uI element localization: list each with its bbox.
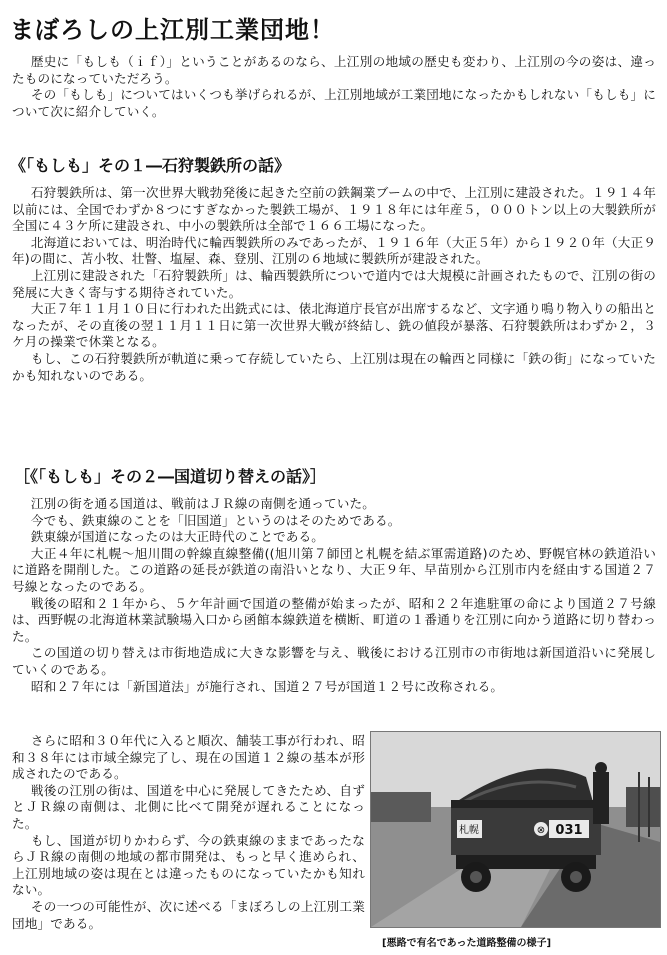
- plate-left-text: 札幌: [459, 825, 479, 836]
- section2-heading: ［《「もしも」その２―国道切り替えの話》］: [14, 467, 327, 486]
- section2-paragraph: この国道の切り替えは市街地造成に大きな影響を与え、戦後における江別市の市街地は新国道沿いに発展していくのである。: [12, 645, 656, 677]
- column-paragraph: もし、国道が切りかわらず、今の鉄東線のままであったならＪＲ線の南側の地域の都市開発は、もっと早く進められ、上江別地域の姿は現在とは違ったものになっていたかも知れない。: [12, 832, 365, 898]
- section1-paragraph: 北海道においては、明治時代に輪西製鉄所のみであったが、１９１６年（大正５年）から１９２０年（大正９年)の間に、苫小牧、壮瞥、塩屋、森、登別、江別の６地域に製鉄所が建設された。: [12, 234, 656, 267]
- section2-paragraph: 戦後の昭和２１年から、５ケ年計画で国道の整備が始まったが、昭和２２年進駐軍の命により国道２７号線は、西野幌の北海道林業試験場入口から函館本線鉄道を横断、町道の１番通りを江別に向かう道路に切り替わった。: [12, 595, 656, 644]
- intro-paragraph: その「もしも」についてはいくつも挙げられるが、上江別地域が工業団地になったかもしれない「もしも」について次に紹介していく。: [12, 87, 656, 119]
- section2-paragraph: 江別の街を通る国道は、戦前はＪＲ線の南側を通っていた。: [30, 496, 375, 511]
- intro-text: [12, 54, 656, 120]
- section2-paragraph: 昭和２７年には「新国道法」が施行され、国道２７号が国道１２号に改称される。: [30, 678, 504, 694]
- section1-body: [12, 185, 656, 384]
- page-title: まぼろしの上江別工業団地！: [10, 16, 335, 44]
- section2-column: [12, 733, 365, 932]
- section1-paragraph: 大正７年１１月１０日に行われた出銑式には、俵北海道庁長官が出席するなど、文字通り鳴り物入りの船出となったが、その直後の翌１１月１１日に第一次世界大戦が終結し、銑の値段が暴落、石狩製鉄所はわずか２，３ケ月の操業で休業となる。: [12, 301, 656, 350]
- section2-paragraph: 今でも、鉄東線のことを「旧国道」というのはそのためである。: [30, 512, 401, 528]
- intro-paragraph: 歴史に「もしも（ｉｆ）」ということがあるのなら、上江別の地域の歴史も変わり、上江別の今の姿は、違ったものになっていただろう。: [12, 54, 656, 86]
- section2-paragraph: 大正４年に札幌～旭川間の幹線直線整備((旭川第７師団と札幌を結ぶ軍需道路)のため、野幌官林の鉄道沿いに道路を開削した。この道路の延長が鉄道の南沿いとなり、大正９年、早苗別から江別市内を経由する国道２７号線となったのである。: [12, 545, 656, 594]
- section1-paragraph: もし、この石狩製鉄所が軌道に乗って存続していたら、上江別は現在の輪西と同様に「鉄の街」になっていたかも知れないのである。: [12, 350, 656, 383]
- column-paragraph: さらに昭和３０年代に入ると順次、舗装工事が行われ、昭和３８年には市域全線完了し、現在の国道１２線の基本が形成されたのである。: [12, 733, 365, 782]
- road-work-photo: [370, 731, 661, 928]
- column-paragraph: その一つの可能性が、次に述べる「まぼろしの上江別工業団地」である。: [12, 898, 365, 931]
- photo-caption: [悪路で有名であった道路整備の様子]: [382, 938, 552, 949]
- plate-mark-text: ⊗: [536, 825, 546, 836]
- section1-paragraph: 上江別に建設された「石狩製鉄所」は、輪西製鉄所についで道内では大規模に計画されたもので、江別の街の発展に大きく寄与する期待されていた。: [12, 267, 656, 300]
- plate-number-text: 031: [555, 823, 583, 838]
- section2-paragraph: 鉄東線が国道になったのは大正時代のことである。: [30, 529, 324, 545]
- column-paragraph: 戦後の江別の街は、国道を中心に発展してきたため、自ずとＪＲ線の南側は、北側に比べて開発が遅れることになった。: [12, 782, 365, 831]
- section2-body: [12, 496, 656, 695]
- truck-photo-illustration: [371, 732, 660, 927]
- section1-heading: 《「もしも」その１―石狩製鉄所の話》: [10, 156, 291, 175]
- section1-paragraph: 石狩製鉄所は、第一次世界大戦勃発後に起きた空前の鉄鋼業ブームの中で、上江別に建設された。１９１４年以前には、全国でわずか８つにすぎなかった製鉄工場が、１９１８年には年産５，０００トン以上の大製鉄所が全国に４３ケ所に建設され、中小の製鉄所は全部で１６６工場になった。: [12, 185, 656, 234]
